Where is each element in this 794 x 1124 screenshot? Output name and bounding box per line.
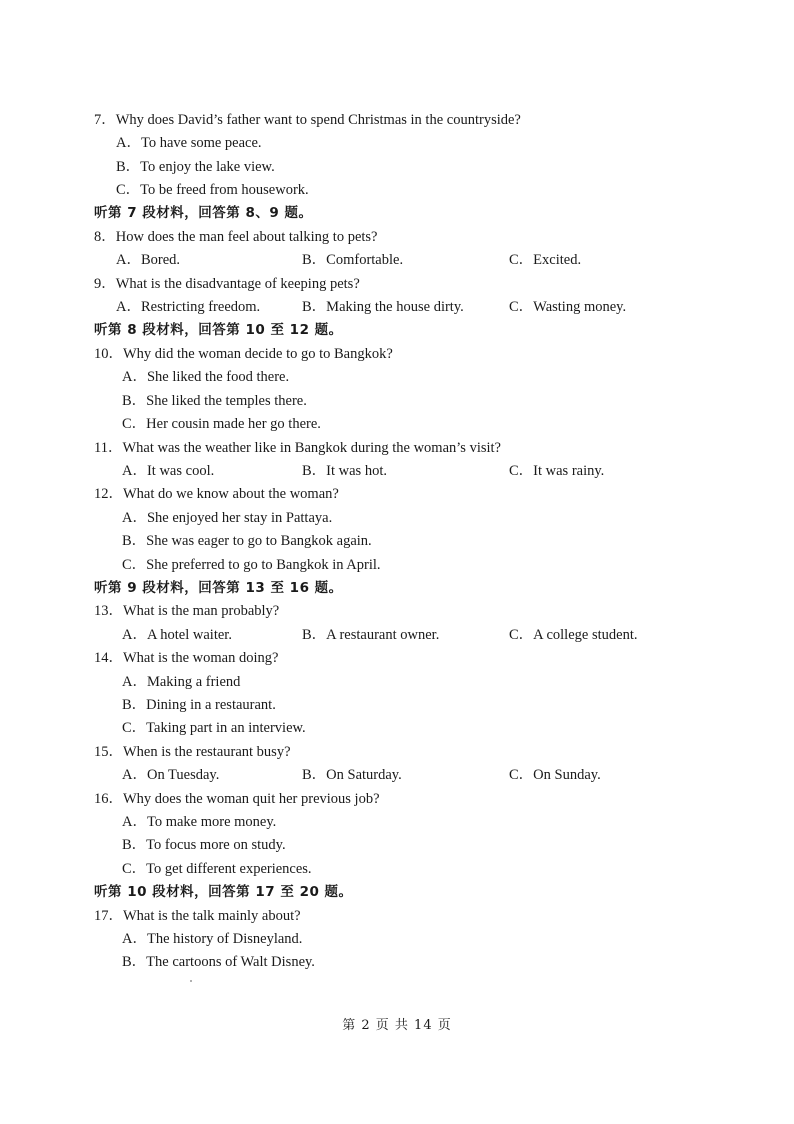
question-16: 16．Why does the woman quit her previous job? [94, 791, 380, 807]
page-footer: 第 2 页 共 14 页 [342, 1018, 452, 1033]
question-15-option-b: B．On Saturday. [302, 767, 402, 783]
section-heading-8: 听第 8 段材料，回答第 10 至 12 题。 [94, 322, 343, 338]
question-8: 8．How does the man feel about talking to pets? [94, 229, 378, 245]
question-12-option-c: C．She preferred to go to Bangkok in April. [122, 557, 381, 573]
question-15-option-a: A．On Tuesday. [122, 767, 220, 783]
question-13-option-a: A．A hotel waiter. [122, 627, 232, 643]
question-12-option-b: B．She was eager to go to Bangkok again. [122, 533, 372, 549]
question-10-option-b: B．She liked the temples there. [122, 393, 307, 409]
question-9-option-a: A．Restricting freedom. [116, 299, 261, 315]
question-14: 14．What is the woman doing? [94, 650, 279, 666]
question-11-option-c: C．It was rainy. [509, 463, 605, 479]
question-8-option-b: B．Comfortable. [302, 252, 404, 268]
question-12: 12．What do we know about the woman? [94, 486, 339, 502]
question-9-option-c: C．Wasting money. [509, 299, 627, 315]
question-14-option-b: B．Dining in a restaurant. [122, 697, 276, 713]
question-8-option-a: A．Bored. [116, 252, 181, 268]
section-heading-10: 听第 10 段材料，回答第 17 至 20 题。 [94, 884, 353, 900]
question-7-option-b: B．To enjoy the lake view. [116, 159, 275, 175]
question-8-option-c: C．Excited. [509, 252, 582, 268]
question-11-option-b: B．It was hot. [302, 463, 387, 479]
question-15-option-c: C．On Sunday. [509, 767, 601, 783]
scan-speck [190, 980, 192, 982]
question-16-option-c: C．To get different experiences. [122, 861, 312, 877]
question-13: 13．What is the man probably? [94, 603, 280, 619]
question-17-option-b: B．The cartoons of Walt Disney. [122, 954, 315, 970]
question-12-option-a: A．She enjoyed her stay in Pattaya. [122, 510, 333, 526]
question-7-option-c: C．To be freed from housework. [116, 182, 309, 198]
question-9: 9．What is the disadvantage of keeping pets? [94, 276, 360, 292]
question-13-option-b: B．A restaurant owner. [302, 627, 440, 643]
question-11: 11．What was the weather like in Bangkok during the woman’s visit? [94, 440, 501, 456]
question-17-option-a: A．The history of Disneyland. [122, 931, 303, 947]
question-9-option-b: B．Making the house dirty. [302, 299, 464, 315]
question-10-option-c: C．Her cousin made her go there. [122, 416, 321, 432]
section-heading-7: 听第 7 段材料，回答第 8、9 题。 [94, 205, 313, 221]
question-13-option-c: C．A college student. [509, 627, 638, 643]
question-11-option-a: A．It was cool. [122, 463, 215, 479]
question-16-option-a: A．To make more money. [122, 814, 277, 830]
question-10-option-a: A．She liked the food there. [122, 369, 290, 385]
question-7: 7．Why does David’s father want to spend Christmas in the countryside? [94, 112, 521, 128]
question-7-option-a: A．To have some peace. [116, 135, 262, 151]
question-16-option-b: B．To focus more on study. [122, 837, 286, 853]
question-14-option-a: A．Making a friend [122, 674, 241, 690]
question-14-option-c: C．Taking part in an interview. [122, 720, 306, 736]
question-17: 17．What is the talk mainly about? [94, 908, 301, 924]
question-10: 10．Why did the woman decide to go to Bangkok? [94, 346, 393, 362]
section-heading-9: 听第 9 段材料，回答第 13 至 16 题。 [94, 580, 343, 596]
question-15: 15．When is the restaurant busy? [94, 744, 291, 760]
